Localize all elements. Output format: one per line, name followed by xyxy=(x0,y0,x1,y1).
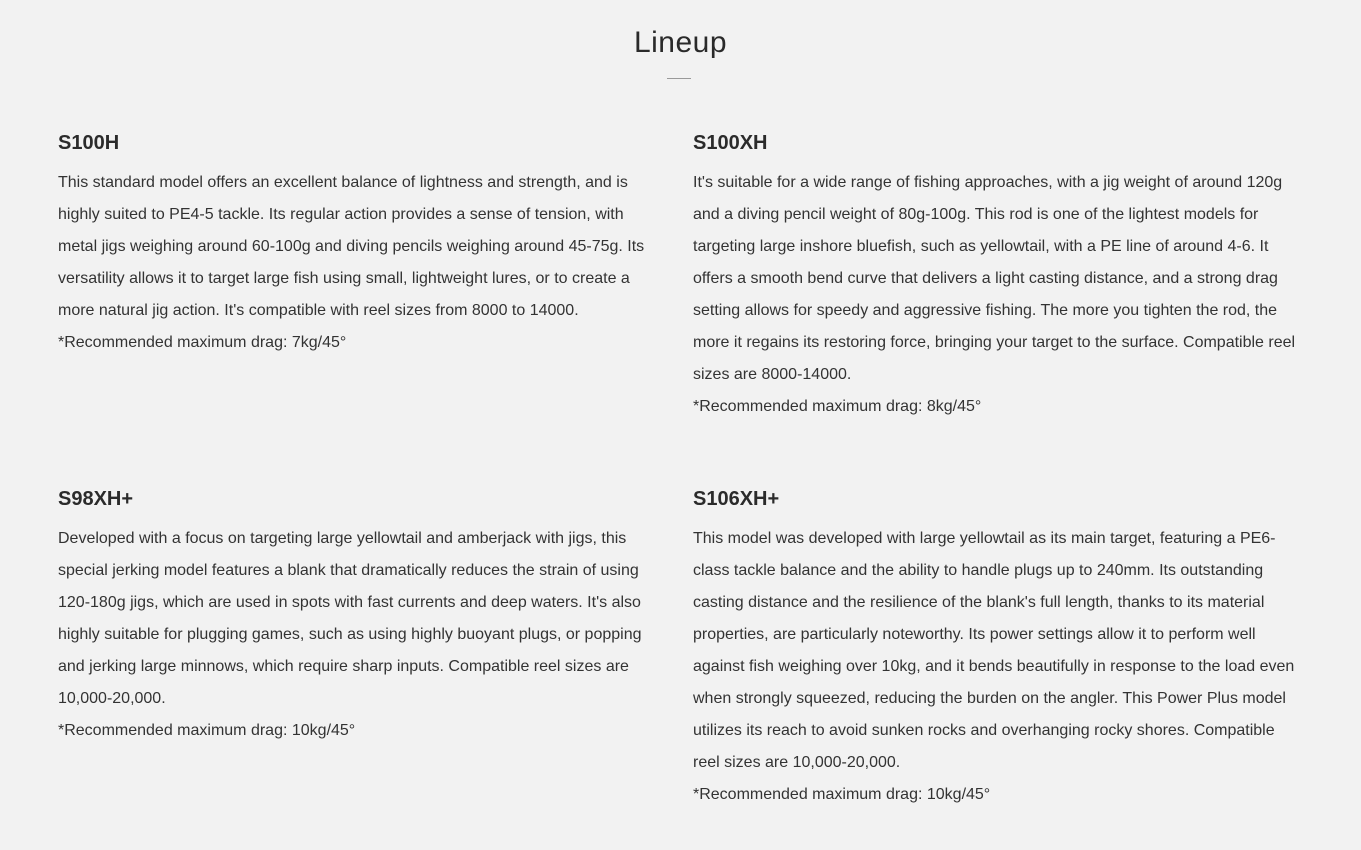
model-card-s98xh-plus xyxy=(58,487,663,747)
model-description: Developed with a focus on targeting large yellowtail and amberjack with jigs, this special jerking model features a blank that dramatically reduces the strain of using 120-180g jigs, which are used in spots with fast currents and deep waters. It's also highly suitable for plugging games, such as using highly buoyant plugs, or popping and jerking large minnows, which require sharp inputs. Compatible reel sizes are 10,000-20,000. xyxy=(58,530,642,707)
model-name: S100H xyxy=(58,132,120,154)
model-name: S100XH xyxy=(693,132,768,154)
section-title: Lineup xyxy=(633,26,728,59)
model-name: S98XH+ xyxy=(58,488,134,510)
model-card-s100xh xyxy=(693,131,1298,423)
model-card-s100h xyxy=(58,131,663,359)
model-card-s106xh-plus xyxy=(693,487,1298,811)
model-name: S106XH+ xyxy=(693,488,780,510)
model-description: It's suitable for a wide range of fishing approaches, with a jig weight of around 120g and a diving pencil weight of 80g-100g. This rod is one of the lightest models for targeting large inshore bluefish, such as yellowtail, with a PE line of around 4-6. It offers a smooth bend curve that delivers a light casting distance, and a strong drag setting allows for speedy and aggressive fishing. The more you tighten the rod, the more it regains its restoring force, bringing your target to the surface. Compatible reel sizes are 8000-14000. xyxy=(693,174,1296,383)
model-drag-note: *Recommended maximum drag: 8kg/45° xyxy=(693,398,982,415)
model-drag-note: *Recommended maximum drag: 7kg/45° xyxy=(58,334,347,351)
model-drag-note: *Recommended maximum drag: 10kg/45° xyxy=(693,786,991,803)
model-description: This model was developed with large yellowtail as its main target, featuring a PE6-class tackle balance and the ability to handle plugs up to 240mm. Its outstanding casting distance and the resilience of the blank's full length, thanks to its material properties, are particularly noteworthy. Its power settings allow it to perform well against fish weighing over 10kg, and it bends beautifully in response to the load even when strongly squeezed, reducing the burden on the angler. This Power Plus model utilizes its reach to avoid sunken rocks and overhanging rocky shores. Compatible reel sizes are 10,000-20,000. xyxy=(693,530,1295,771)
model-drag-note: *Recommended maximum drag: 10kg/45° xyxy=(58,722,356,739)
title-divider xyxy=(667,78,691,79)
model-description: This standard model offers an excellent balance of lightness and strength, and is highly suited to PE4-5 tackle. Its regular action provides a sense of tension, with metal jigs weighing around 60-100g and diving pencils weighing around 45-75g. Its versatility allows it to target large fish using small, lightweight lures, or to create a more natural jig action. It's compatible with reel sizes from 8000 to 14000. xyxy=(58,174,645,319)
